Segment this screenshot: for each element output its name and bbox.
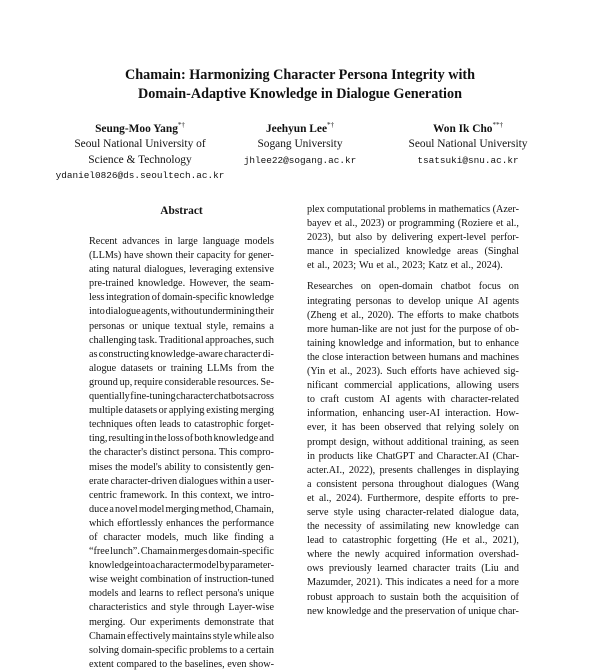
text-line: ever, it has been observed that relying solely on: [307, 422, 519, 434]
text-line: 2023), but also by delivering expert-level perfor-: [307, 232, 519, 244]
text-line: the close interaction between humans and machines: [307, 351, 519, 363]
intro-paragraph-1: [307, 203, 519, 273]
text-line: in products like ChatGPT and Character.AI (Char-: [307, 450, 519, 462]
text-line: mises the model's ability to consistently gen-: [89, 461, 274, 473]
text-line: Mazumder, 2021). This indicates a need for a more: [307, 577, 519, 589]
text-line: ting, resulting in the loss of both knowledge and: [89, 433, 274, 445]
author-affiliation-line: Seoul National University: [408, 138, 528, 151]
text-line: prompt design, without additional training, as seen: [307, 436, 519, 448]
text-line: duce a novel model merging method, Chamain,: [89, 503, 274, 515]
text-line: techniques often leads to catastrophic forget-: [89, 419, 274, 431]
text-line: characteristics and style through Layer-wise: [89, 602, 274, 614]
paper-title: [0, 66, 600, 104]
text-line: taining knowledge and information, but to enhance: [307, 337, 519, 349]
author-name: Seung-Moo Yang*†: [95, 121, 185, 135]
text-line: multiple datasets or applying existing merging: [89, 405, 274, 417]
author-affiliation-line: Science & Technology: [88, 153, 192, 166]
text-line: personas or unique textual style, remains a: [89, 320, 274, 332]
intro-paragraph-2: [307, 280, 519, 618]
text-line: lead to catastrophic forgetting (He et al., 2021),: [307, 535, 519, 547]
text-line: “free lunch”. Chamain merges domain-specific: [89, 546, 274, 558]
text-line: more human-like are not just for the purpose of ob-: [307, 323, 519, 335]
text-line: as constructing knowledge-aware character di-: [89, 348, 274, 360]
text-line: mance in specialized knowledge areas (Singhal: [307, 246, 519, 258]
text-line: wise weight combination of instruction-tuned: [89, 574, 274, 586]
text-line: challenging task. Traditional approaches, such: [89, 334, 274, 346]
author-email: tsatsuki@snu.ac.kr: [417, 154, 519, 166]
text-line: to craft custom AI agents with character-related: [307, 394, 519, 406]
text-line: plex computational problems in mathematics (Azer-: [307, 204, 519, 215]
author-name: Jeehyun Lee*†: [265, 121, 335, 135]
text-line: nificant commercial applications, allowing users: [307, 380, 519, 392]
text-line: Recent advances in large language models: [89, 236, 274, 247]
introduction-body: [307, 203, 519, 619]
text-line: et al., 2023; Wu et al., 2023; Katz et al., 2024).: [307, 260, 503, 272]
text-line: of character models, much like finding a: [89, 531, 274, 543]
text-line: serve style using character-related dialogue data,: [307, 506, 519, 518]
text-line: into dialogue agents, without undermining their: [89, 306, 274, 318]
text-line: acter.AI., 2022), presents challenges in displaying: [307, 464, 519, 476]
author-name: Won Ik Cho**†: [432, 121, 503, 135]
text-line: et al., 2024). Furthermore, despite efforts to pre-: [307, 492, 519, 504]
text-line: alogue datasets or training LLMs from the: [89, 362, 274, 374]
text-line: less integration of domain-specific knowledge: [89, 292, 274, 304]
text-line: erate character-driven dialogues within a user-: [89, 475, 274, 487]
text-line: (Yin et al., 2023). Such efforts have achieved sig-: [307, 366, 519, 378]
text-line: Researches on open-domain chatbot focus on: [307, 281, 519, 293]
text-line: merging. Our experiments demonstrate that: [89, 616, 274, 628]
text-line: centric framework. In this context, we intro-: [89, 489, 274, 501]
text-line: new knowledge and the preservation of unique char-: [307, 605, 519, 617]
text-line: extent compared to the baselines, even show-: [89, 658, 274, 670]
text-line: bayev et al., 2023) or programming (Roziere et al.,: [307, 218, 519, 230]
text-line: integrating personas to develop unique AI agents: [307, 295, 519, 307]
title-line-1: Chamain: Harmonizing Character Persona Integrity with: [124, 67, 476, 83]
abstract-heading: Abstract: [160, 205, 203, 217]
text-line: the character's distinct persona. This compro-: [89, 447, 274, 459]
author-email: jhlee22@sogang.ac.kr: [243, 154, 357, 166]
text-line: information, enhancing user-AI interaction. How-: [307, 408, 519, 420]
text-line: models and learns to reflect persona's unique: [89, 588, 274, 600]
text-line: ground up, require considerable resources. Se-: [89, 376, 274, 388]
text-line: quentially fine-tuning character chatbots across: [89, 391, 274, 403]
text-line: a consistent persona throughout dialogues (Wang: [307, 478, 519, 490]
text-line: where the newly acquired information overshad-: [307, 549, 519, 561]
text-line: (Zheng et al., 2020). The efforts to make chatbots: [307, 309, 519, 321]
author-affiliation-line: Sogang University: [257, 138, 343, 151]
text-line: the necessity of assimilating new knowledge can: [307, 521, 519, 533]
text-line: solving domain-specific problems to a certain: [89, 644, 274, 656]
text-line: (LLMs) have shown their capacity for gener-: [89, 250, 274, 262]
text-line: robust approach to sustain both the acquisition of: [307, 591, 519, 603]
text-line: Chamain effectively maintains style while also: [89, 630, 274, 642]
title-line-2: Domain-Adaptive Knowledge in Dialogue Generation: [138, 86, 462, 102]
author-email: ydaniel0826@ds.seoultech.ac.kr: [55, 170, 225, 182]
author-affiliation-line: Seoul National University of: [74, 138, 206, 151]
text-line: which effortlessly enhances the performance: [89, 517, 274, 529]
abstract-body: [89, 235, 274, 672]
text-line: knowledge into a character model by parameter-: [89, 560, 274, 572]
author-block-3: [358, 118, 578, 168]
text-line: pre-trained knowledge. However, the seam-: [89, 278, 274, 290]
text-line: ows previously learned character traits (Liu and: [307, 563, 519, 575]
text-line: ating natural dialogues, leveraging extensive: [89, 264, 274, 276]
